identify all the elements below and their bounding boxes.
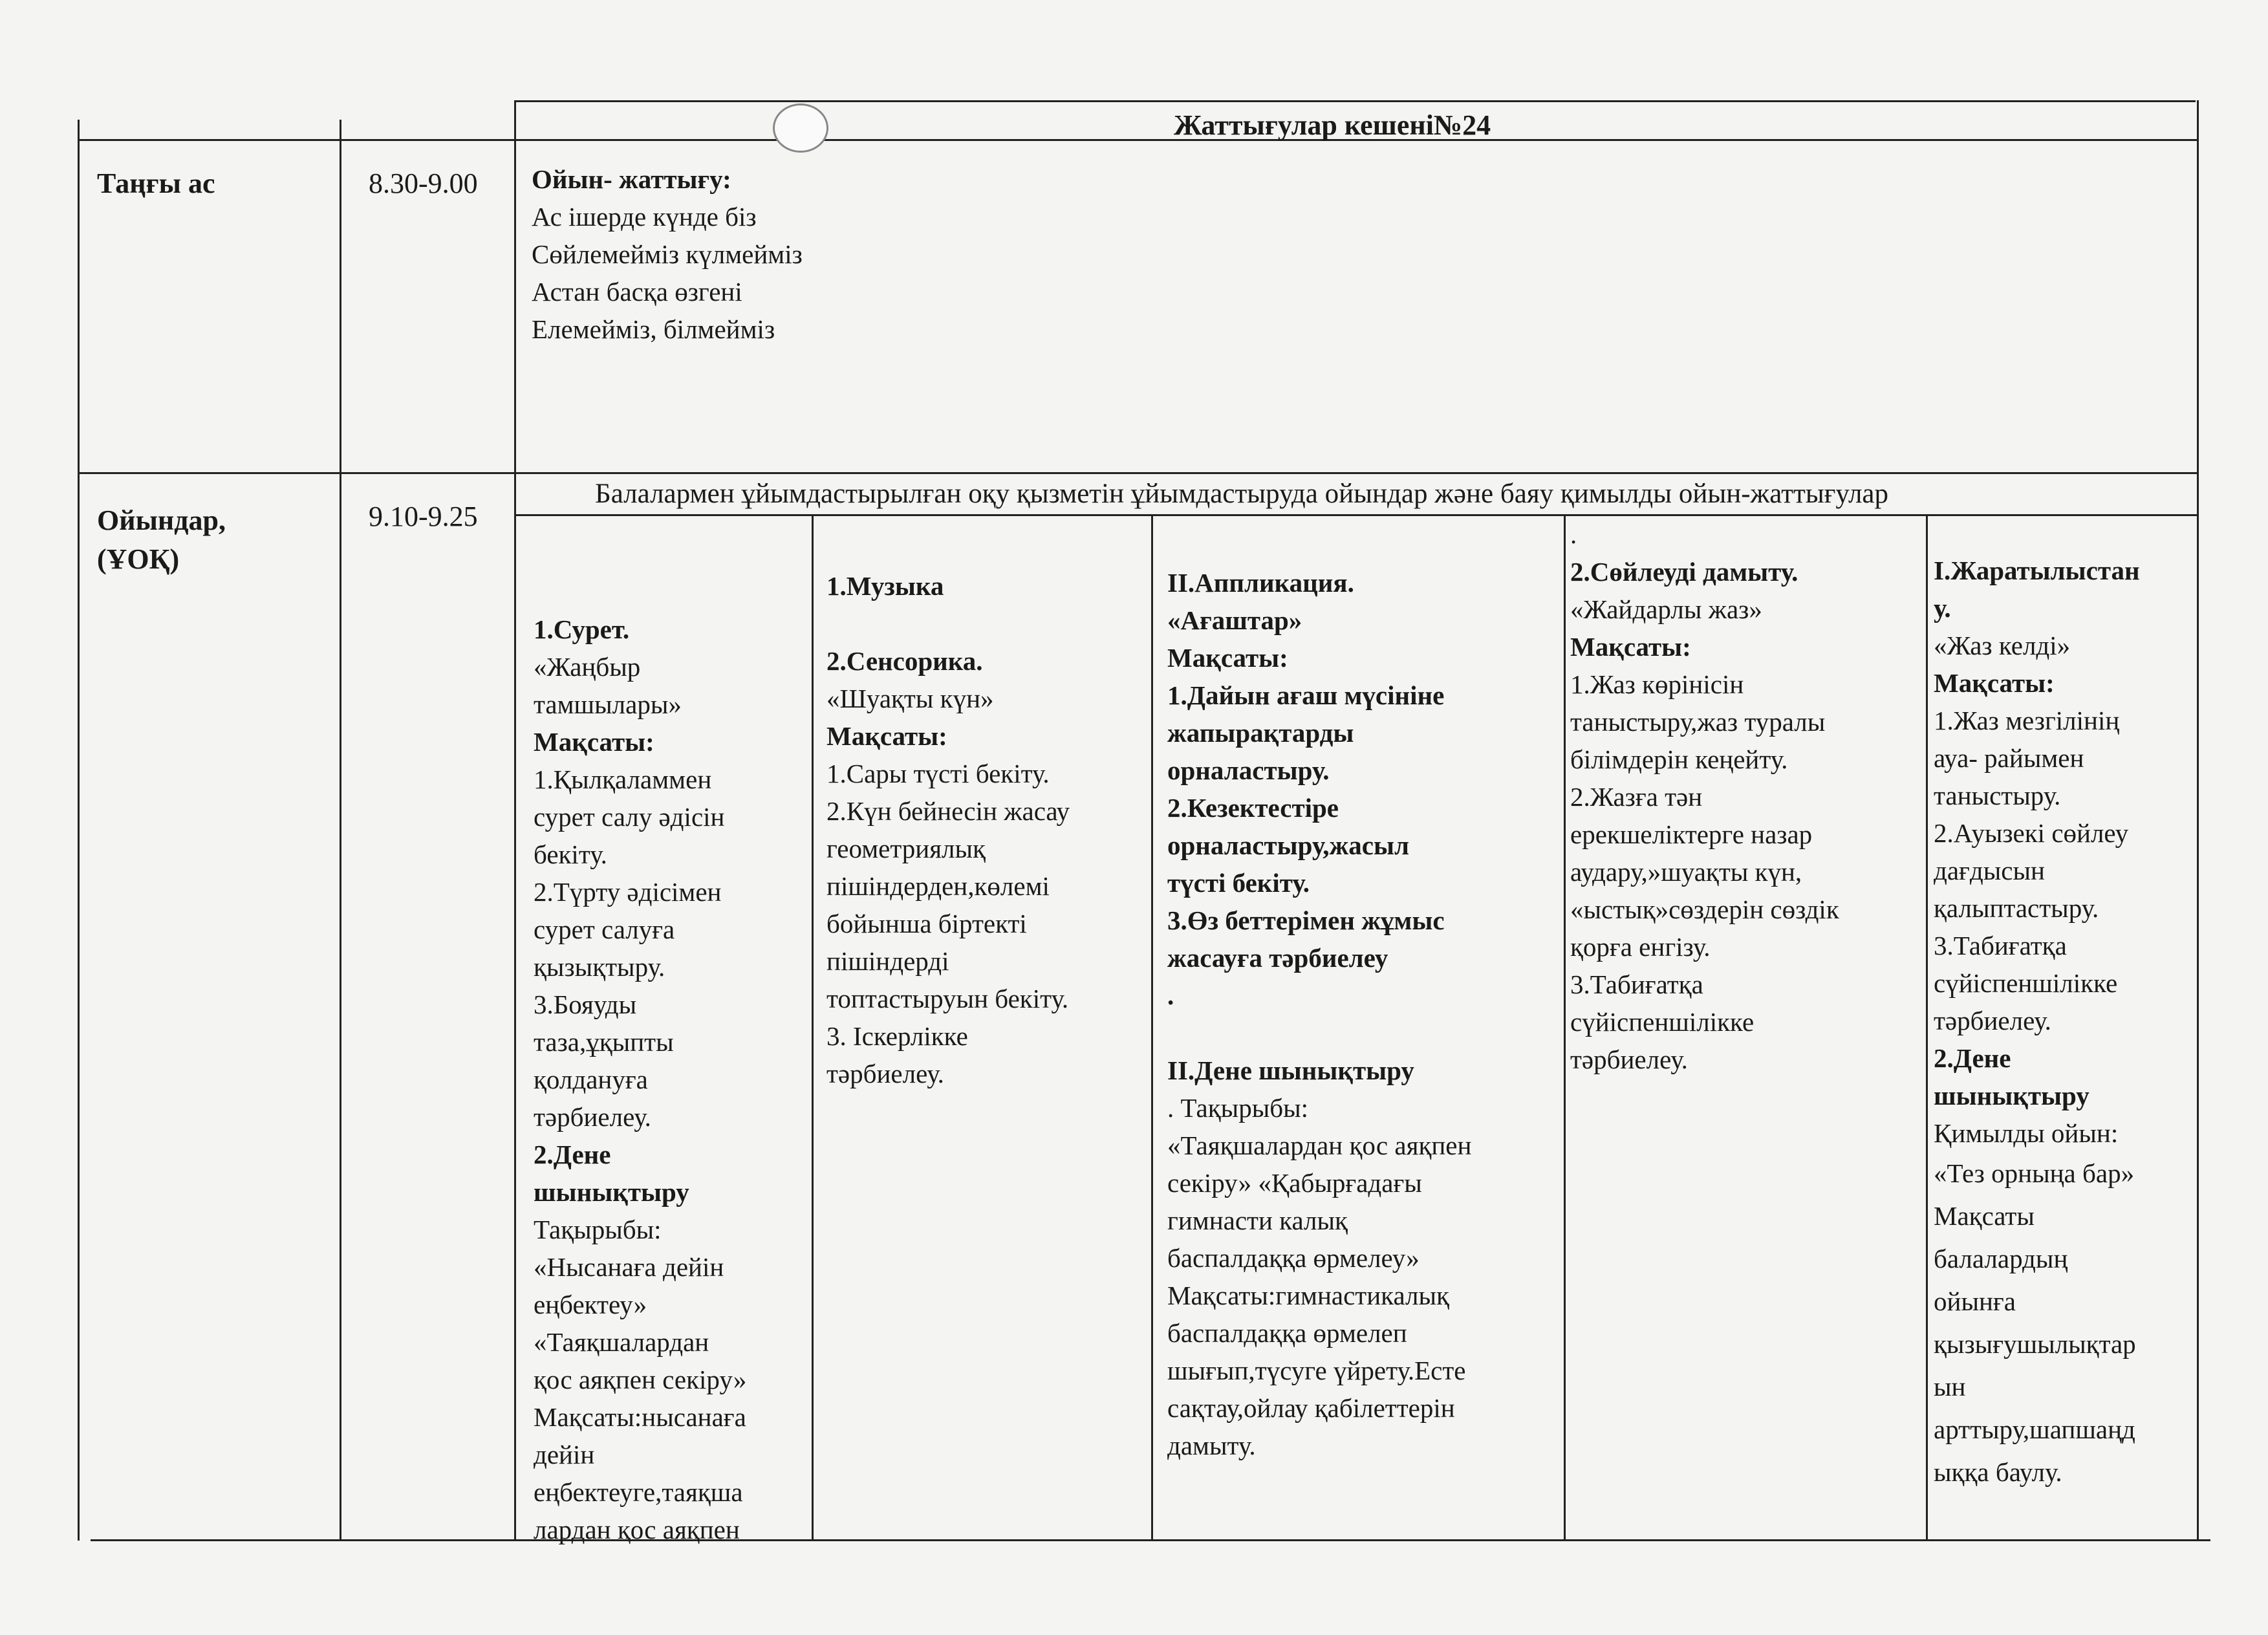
column-line: 3. Іскерлікке [826,1021,968,1051]
column-music [826,567,1070,1092]
column-line: 2.Жазға тән [1570,782,1703,812]
column-line: ойынға [1934,1286,2016,1316]
column-line: геометриялық [826,834,986,863]
sub-col-divider-2 [1151,514,1153,1541]
column-line: сақтау,ойлау қабілеттерін [1167,1393,1455,1423]
sub-col-divider-4 [1926,514,1928,1541]
column-line: «Таяқшалардан [534,1327,709,1357]
column-line: қалыптастыру. [1934,893,2099,923]
column-line: шынықтыру [1934,1081,2090,1110]
column-line: Мақсаты: [826,721,947,751]
column-line: гимнасти калық [1167,1206,1348,1235]
poem-line: Елемейміз, білмейміз [532,314,775,344]
column-line: лардан қос аяқпен [534,1515,740,1544]
top-border [514,100,2196,102]
column-line: топтастыруын бекіту. [826,984,1069,1013]
column-line: баспалдаққа өрмелеп [1167,1318,1407,1348]
column-line: баспалдаққа өрмелеу» [1167,1243,1420,1273]
column-line: ын [1934,1372,1966,1402]
column-line: Мақсаты [1934,1201,2035,1231]
column-line: тәрбиелеу. [1934,1006,2051,1035]
column-line: ыққа баулу. [1934,1457,2062,1487]
column-line: бекіту. [534,839,607,869]
column-line: тәрбиелеу. [826,1059,944,1088]
column-line: Мақсаты:гимнастикалық [1167,1281,1449,1310]
column-line: 2.Күн бейнесін жасау [826,796,1070,826]
column-line: ауа- райымен [1934,743,2084,773]
column-line: таныстыру,жаз туралы [1570,707,1826,737]
column-line: Мақсаты: [1934,668,2055,698]
column-line: у. [1934,593,1951,623]
column-line: 3.Табиғатқа [1570,969,1703,999]
column-line: 2.Сенсорика. [826,646,983,676]
column-line: түсті бекіту. [1167,868,1310,898]
column-line: қызықтыру. [534,952,665,982]
column-line: 3.Өз беттерімен жұмыс [1167,905,1445,935]
column-line: 2.Сөйлеуді дамыту. [1570,557,1798,587]
band-bottom-border [514,514,2199,516]
column-line: ІІ.Аппликация. [1167,568,1354,598]
column-line: орналастыру. [1167,755,1330,785]
breakfast-activity [532,160,803,348]
column-line: Мақсаты: [534,727,654,757]
header-bottom-border [78,139,2199,141]
column-line: 3.Табиғатқа [1934,931,2067,960]
column-line: жапырақтарды [1167,718,1354,748]
column-line: шынықтыру [534,1177,689,1207]
column-line: шығып,түсуге үйрету.Есте [1167,1356,1466,1385]
column-line [1167,1014,1471,1052]
column-line: 1.Сары түсті бекіту. [826,759,1050,788]
table-bottom-border [91,1539,2210,1541]
column-line: қолдануға [534,1065,648,1094]
column-line: . Тақырыбы: [1167,1093,1309,1123]
column-line: . [1167,980,1174,1010]
poem-line: Сөйлемеймiз күлмеймiз [532,239,803,269]
row1-bottom-border [78,472,2199,474]
sub-col-divider-3 [1564,514,1566,1541]
column-nature [1934,552,2140,1493]
column-line: дағдысын [1934,856,2045,885]
right-border [2197,100,2199,1541]
poem-line: Ас ішерде күнде біз [532,202,757,232]
row-time-games: 9.10-9.25 [369,501,478,532]
column-line: 2.Дене [1934,1043,2011,1073]
scan-smudge [773,103,828,153]
left-border [78,120,80,1541]
column-line: таныстыру. [1934,781,2061,810]
column-line: сүйіспеншілікке [1934,968,2118,998]
column-line: Мақсаты:нысанаға [534,1402,746,1432]
column-line: орналастыру,жасыл [1167,830,1409,860]
column-line: 1.Жаз мезгілінің [1934,706,2120,735]
column-line: жасауға тәрбиелеу [1167,943,1388,973]
column-line: «Жайдарлы жаз» [1570,594,1762,624]
poem-line: Астан басқа өзгені [532,277,742,307]
column-line: «Шуақты күн» [826,684,994,713]
activity-title: Ойын- жаттығу: [532,164,731,194]
row-label-games [97,501,226,579]
column-line: пішіндерді [826,946,949,976]
column-line: Тақырыбы: [534,1215,662,1244]
column-line: «Ағаштар» [1167,605,1302,635]
column-line: . [1570,519,1577,549]
col-time-divider [514,100,516,1541]
column-applique [1167,564,1471,1464]
header-title: Жаттығулар кешені№24 [1174,109,1491,141]
column-line: 3.Бояуды [534,990,637,1019]
row-label-games-line2: (ҰОҚ) [97,543,180,575]
column-line: еңбектеу» [534,1290,647,1319]
row-time-breakfast: 8.30-9.00 [369,168,478,199]
column-line: ІІ.Дене шынықтыру [1167,1056,1414,1085]
column-line: бойынша біртекті [826,909,1027,938]
column-line: секіру» «Қабырғадағы [1167,1168,1422,1198]
column-line: Мақсаты: [1167,643,1288,673]
column-line: тәрбиелеу. [534,1102,651,1132]
column-line: «ыстық»сөздерін сөздік [1570,894,1839,924]
column-line: І.Жаратылыстан [1934,556,2140,585]
column-line: Мақсаты: [1570,632,1691,662]
column-line: сурет салу әдісін [534,802,725,832]
column-line: «Жаңбыр [534,652,641,682]
column-line: қорға енгізу. [1570,932,1711,962]
row-label-breakfast: Таңғы ас [97,168,215,199]
column-line: 2.Ауызекі сөйлеу [1934,818,2129,848]
column-line: 1.Дайын ағаш мүсініне [1167,680,1445,710]
column-line: «Тез орныңа бар» [1934,1158,2135,1188]
column-line: дамыту. [1167,1431,1256,1460]
column-line: Қимылды ойын: [1934,1118,2119,1148]
column-line: «Жаз келді» [1934,631,2071,660]
sub-col-divider-1 [812,514,814,1541]
column-line: сүйіспеншілікке [1570,1007,1755,1037]
column-line: білімдерін кеңейту. [1570,744,1788,774]
column-line: 2.Кезектестіре [1167,793,1339,823]
col-label-divider [340,120,341,1541]
column-line: еңбектеуге,таяқша [534,1477,743,1507]
column-line: 1.Музыка [826,571,944,601]
column-line: тамшылары» [534,689,682,719]
column-line: 1.Қылқаламмен [534,764,712,794]
column-line: тәрбиелеу. [1570,1045,1688,1074]
column-line: таза,ұқыпты [534,1027,674,1057]
column-speech [1570,515,1839,1078]
column-line: арттыру,шапшаңд [1934,1414,2135,1444]
column-line: қызығушылықтар [1934,1329,2136,1359]
column-line: аудару,»шуақты күн, [1570,857,1802,887]
column-line: 1.Сурет. [534,614,630,644]
column-line: сурет салуға [534,915,675,944]
column-line: 2.Дене [534,1140,611,1169]
column-line [826,605,1070,642]
column-line: 1.Жаз көрінісін [1570,669,1744,699]
row-label-games-line1: Ойындар, [97,504,226,536]
column-line: қос аяқпен секіру» [534,1365,747,1394]
column-line: «Таяқшалардан қос аяқпен [1167,1131,1472,1160]
column-line: ерекшеліктерге назар [1570,819,1813,849]
column-line: балалардың [1934,1244,2068,1273]
column-line: пішіндерден,көлемі [826,871,1050,901]
games-band-text: Балалармен ұйымдастырылған оқу қызметін ұйымдастыруда ойындар және баяу қимылды ойын-жаттығулар [595,479,1889,509]
column-line: «Нысанаға дейін [534,1252,724,1282]
column-drawing [534,611,746,1548]
column-line: дейін [534,1440,595,1469]
column-line: 2.Түрту әдісімен [534,877,722,907]
